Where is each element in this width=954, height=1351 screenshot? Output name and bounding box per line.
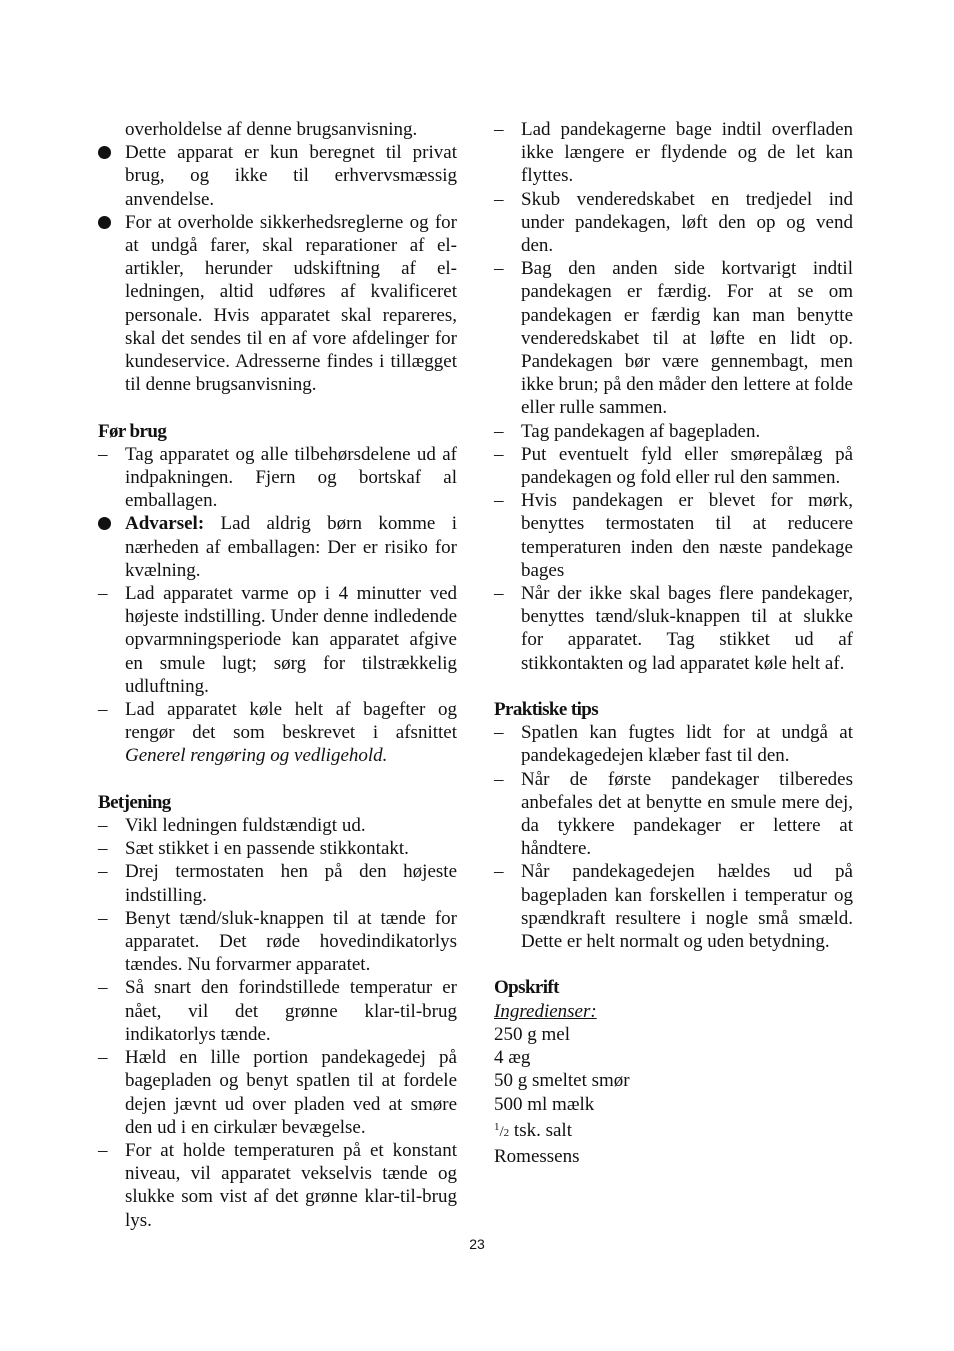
- dash-marker: –: [98, 583, 108, 605]
- list-item-text: Vikl ledningen fuldstændigt ud.: [125, 815, 366, 837]
- list-item-text: Sæt stikket i en passende stikkontakt.: [125, 838, 409, 860]
- list-item: [494, 443, 853, 489]
- page-number: 23: [469, 1236, 485, 1252]
- dash-marker: –: [494, 490, 504, 512]
- ingredient-item: Romessens: [494, 1145, 580, 1167]
- dash-marker: –: [98, 1139, 108, 1161]
- list-item-text: Lad pandekagerne bage indtil overfladen ikke længere er flydende og de let kan flyttes.: [521, 119, 853, 187]
- fraction-denominator: 2: [503, 1126, 510, 1139]
- intro-continuation: overholdelse af denne brugsanvisning.: [125, 119, 418, 140]
- ingredient-item-salt: [494, 1116, 853, 1145]
- list-item: [98, 698, 457, 768]
- list-item-text: Put eventuelt fyld eller smørepålæg på pandekagen og fold eller rul den sammen.: [521, 443, 853, 489]
- dash-marker: –: [494, 420, 504, 442]
- dash-marker: –: [494, 722, 504, 744]
- dash-marker: –: [98, 1047, 108, 1069]
- list-item-text: Skub venderedskabet en tredjedel ind under pandekagen, løft den op og vend den.: [521, 188, 853, 257]
- ingredient-item: 500 ml mælk: [494, 1093, 595, 1115]
- dash-marker: –: [494, 768, 504, 790]
- dash-marker: –: [494, 861, 504, 883]
- list-item: [494, 768, 853, 861]
- bullet-text: For at overholde sikkerhedsreglerne og for at undgå farer, skal reparationer af el-artikler, herunder udskiftning af el-ledningen, altid udføres af kvalificeret personale. Hvis apparatet skal repareres, skal det sendes til en af vore afdelinger for kundeservice. Adresserne findes i tillægget til denne brugsanvisning.: [125, 211, 457, 396]
- warning-item: [98, 512, 457, 582]
- list-item: [98, 443, 457, 513]
- section-heading-praktiske-tips: Praktiske tips: [494, 699, 599, 721]
- list-item: [494, 582, 853, 675]
- warning-label: Advarsel:: [125, 513, 205, 535]
- list-item: [494, 188, 853, 258]
- list-item: [98, 976, 457, 1046]
- dash-marker: –: [494, 119, 504, 140]
- list-item: [494, 489, 853, 582]
- list-item-text: Når der ikke skal bages flere pandekager, benyttes tænd/sluk-knappen til at slukke for apparatet. Tag stikket ud af stikkontakten og lad apparatet køle helt af.: [521, 583, 853, 674]
- list-item-text: For at holde temperaturen på et konstant niveau, vil apparatet vekselvis tænde og slukke som vist af det grønne klar-til-brug lys.: [125, 1139, 457, 1231]
- bullet-item: [98, 211, 457, 397]
- section-heading-for-brug: Før brug: [98, 420, 167, 442]
- list-item-text: Bag den anden side kortvarigt indtil pandekagen er færdig. For at se om pandekagen er færdig kan man benytte venderedskabet til at løfte en lidt op. Pandekagen bør være gennembagt, men ikke brun; på den måder den lettere at folde eller rulle sammen.: [521, 258, 853, 419]
- bullet-item: [98, 141, 457, 211]
- ingredient-item: 250 g mel: [494, 1023, 570, 1045]
- bullet-dot-icon: [98, 141, 118, 165]
- ingredient-item: 4 æg: [494, 1047, 531, 1069]
- list-item: [494, 118, 853, 188]
- dash-marker: –: [98, 699, 108, 721]
- dash-marker: –: [98, 838, 108, 860]
- list-item: [98, 814, 457, 837]
- list-item-text: Så snart den forindstillede temperatur er nået, vil det grønne klar-til-brug indikatorlys tænde.: [125, 977, 457, 1045]
- section-heading-betjening: Betjening: [98, 791, 171, 813]
- list-item: [494, 721, 853, 767]
- list-item: [98, 860, 457, 906]
- fraction-separator: /: [499, 1123, 504, 1140]
- list-item-text: Når pandekagedejen hældes ud på bagepladen kan forskellen i temperatur og spændkraft resultere i nogle små smæld. Dette er helt normalt og uden betydning.: [521, 861, 853, 953]
- ingredient-item: 50 g smeltet smør: [494, 1070, 630, 1092]
- list-item-text: Når de første pandekager tilberedes anbefales det at benytte en smule mere dej, da tykkere pandekager er lettere at håndtere.: [521, 768, 853, 860]
- fraction-numerator: 1: [494, 1120, 500, 1133]
- list-item: [494, 257, 853, 419]
- list-item-text: Tag apparatet og alle tilbehørsdelene ud af indpakningen. Fjern og bortskaf al emballagen.: [125, 443, 457, 512]
- section-heading-opskrift: Opskrift: [494, 977, 559, 999]
- list-item: [98, 582, 457, 698]
- bullet-text: Dette apparat er kun beregnet til privat brug, og ikke til erhvervsmæssig anvendelse.: [125, 142, 457, 210]
- dash-marker: –: [494, 258, 504, 280]
- dash-marker: –: [98, 861, 108, 883]
- list-item-text: Hæld en lille portion pandekagedej på bagepladen og benyt spatlen til at fordele dejen jævnt ud over pladen ved at smøre den ud i en cirkulær bevægelse.: [125, 1047, 457, 1138]
- list-item: [98, 1046, 457, 1139]
- dash-marker: –: [98, 815, 108, 837]
- list-item-text: Hvis pandekagen er blevet for mørk, benyttes termostaten til at reducere temperaturen inden den næste pandekage bages: [521, 490, 853, 581]
- left-column: [98, 118, 457, 1232]
- list-item: [494, 420, 853, 443]
- bullet-dot-icon: [98, 512, 118, 536]
- section-reference: Generel rengøring og vedligehold.: [125, 745, 388, 767]
- list-item: [98, 1139, 457, 1232]
- dash-marker: –: [98, 443, 108, 465]
- list-item: [494, 860, 853, 953]
- list-item-text: Spatlen kan fugtes lidt for at undgå at pandekagedejen klæber fast til den.: [521, 722, 853, 767]
- salt-text: tsk. salt: [509, 1119, 572, 1141]
- warning-text: Lad aldrig børn komme i nærheden af emballagen: Der er risiko for kvælning.: [125, 513, 457, 581]
- ingredients-label: Ingredienser:: [494, 1000, 597, 1022]
- list-item: [98, 907, 457, 977]
- dash-marker: –: [494, 583, 504, 605]
- list-item: [98, 837, 457, 860]
- list-item-text: Benyt tænd/sluk-knappen til at tænde for apparatet. Det røde hovedindikatorlys tændes. Nu forvarmer apparatet.: [125, 907, 457, 976]
- dash-marker: –: [494, 188, 504, 210]
- list-item-text: Tag pandekagen af bagepladen.: [521, 420, 761, 442]
- dash-marker: –: [98, 977, 108, 999]
- right-column: [494, 118, 853, 1168]
- list-item-text: Drej termostaten hen på den højeste indstilling.: [125, 861, 457, 906]
- dash-marker: –: [494, 443, 504, 465]
- bullet-dot-icon: [98, 211, 118, 235]
- dash-marker: –: [98, 907, 108, 929]
- list-item-text: Lad apparatet køle helt af bagefter og rengør det som beskrevet i afsnittet: [125, 699, 457, 744]
- list-item-text: Lad apparatet varme op i 4 minutter ved højeste indstilling. Under denne indledende opvarmningsperiode kan apparatet afgive en smule lugt; sørg for tilstrækkelig udluftning.: [125, 583, 457, 697]
